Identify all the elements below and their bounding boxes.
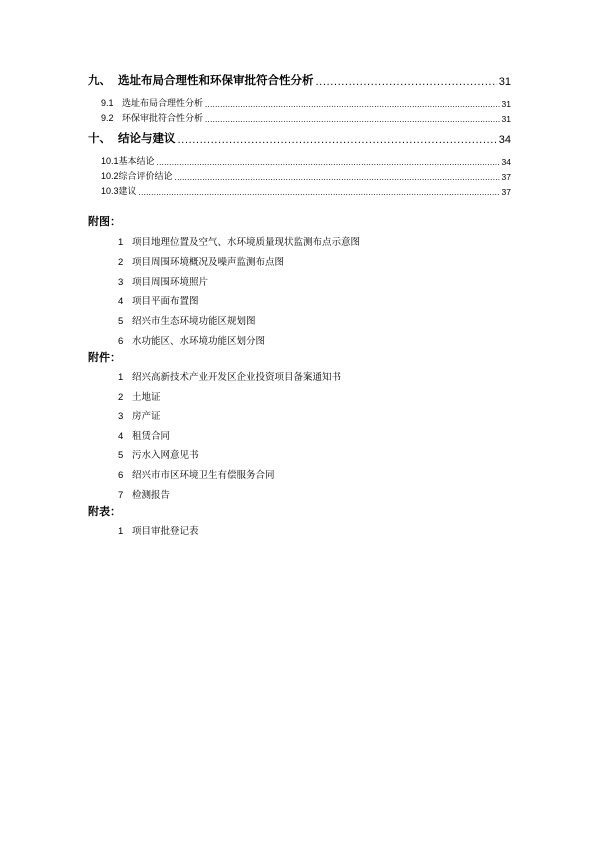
toc-entry-label — [101, 96, 203, 109]
toc-entry-10-2[interactable] — [101, 169, 511, 182]
toc-leader-dots — [205, 100, 500, 109]
attachment-item — [118, 408, 161, 422]
toc-leader-dots — [178, 135, 497, 147]
toc-entry-title: 建议 — [118, 187, 137, 197]
attachment-item — [118, 467, 275, 481]
toc-entry-label — [101, 169, 173, 182]
item-number: 4 — [118, 431, 124, 442]
attachment-item — [118, 447, 199, 461]
toc-entry-title: 综合评价结论 — [118, 172, 173, 182]
attachment-item — [118, 487, 170, 501]
toc-entry-label — [88, 72, 314, 88]
toc-entry-number: 9.2 — [101, 113, 114, 123]
toc-entry-page: 31 — [501, 99, 511, 109]
toc-entry-number: 九、 — [88, 73, 111, 87]
toc-entry-page: 37 — [501, 187, 511, 197]
toc-entry-10-1[interactable] — [101, 154, 511, 167]
item-number: 1 — [118, 526, 124, 537]
toc-entry-number: 十、 — [88, 131, 111, 145]
toc-leader-dots — [316, 77, 497, 89]
item-text: 项目地理位置及空气、水环境质量现状监测布点示意图 — [132, 237, 361, 248]
item-number: 7 — [118, 490, 124, 501]
item-text: 项目平面布置图 — [132, 296, 199, 307]
item-text: 检测报告 — [132, 490, 171, 501]
item-text: 土地证 — [132, 392, 161, 403]
toc-entry-page: 37 — [501, 172, 511, 182]
item-text: 房产证 — [132, 411, 161, 422]
toc-leader-dots — [157, 158, 500, 167]
item-number: 6 — [118, 336, 124, 347]
attachments-heading: 附件： — [88, 351, 121, 364]
figure-item — [118, 234, 360, 248]
toc-entry-number: 10.3 — [101, 186, 119, 196]
toc-leader-dots — [205, 115, 500, 124]
toc-entry-number: 9.1 — [101, 98, 114, 108]
toc-entry-9-2[interactable] — [101, 111, 511, 124]
toc-leader-dots — [139, 188, 500, 197]
toc-entry-number: 10.2 — [101, 171, 119, 181]
table-item — [118, 523, 199, 537]
item-text: 项目周围环境概况及噪声监测布点图 — [132, 257, 285, 268]
toc-entry-page: 31 — [501, 114, 511, 124]
item-text: 租赁合同 — [132, 431, 171, 442]
toc-entry-title: 选址布局合理性分析 — [122, 99, 204, 109]
figure-item — [118, 333, 265, 347]
toc-entry-title: 结论与建议 — [118, 131, 176, 145]
toc-entry-label — [101, 154, 155, 167]
toc-entry-9-1[interactable] — [101, 96, 511, 109]
item-number: 5 — [118, 450, 124, 461]
toc-entry-number: 10.1 — [101, 156, 119, 166]
item-number: 3 — [118, 277, 124, 288]
toc-entry-title: 环保审批符合性分析 — [122, 114, 204, 124]
item-number: 1 — [118, 237, 124, 248]
toc-entry-page: 34 — [501, 157, 511, 167]
attachment-item — [118, 369, 341, 383]
tables-heading: 附表： — [88, 505, 121, 518]
attachment-item — [118, 389, 161, 403]
item-text: 绍兴高新技术产业开发区企业投资项目备案通知书 — [132, 372, 342, 383]
item-number: 5 — [118, 316, 124, 327]
figure-item — [118, 254, 284, 268]
toc-entry-page: 34 — [498, 134, 511, 146]
figure-item — [118, 293, 199, 307]
attachment-item — [118, 428, 170, 442]
figure-item — [118, 313, 256, 327]
toc-entry-label — [101, 111, 203, 124]
item-number: 4 — [118, 296, 124, 307]
item-number: 2 — [118, 392, 124, 403]
item-number: 1 — [118, 372, 124, 383]
item-text: 项目审批登记表 — [132, 526, 199, 537]
item-number: 3 — [118, 411, 124, 422]
item-number: 2 — [118, 257, 124, 268]
toc-entry-chapter-9[interactable] — [88, 72, 511, 88]
figures-heading: 附图： — [88, 215, 121, 228]
toc-entry-label — [88, 130, 176, 146]
toc-entry-title: 选址布局合理性和环保审批符合性分析 — [118, 73, 314, 87]
toc-entry-title: 基本结论 — [118, 157, 155, 167]
item-text: 项目周围环境照片 — [132, 277, 209, 288]
toc-leader-dots — [175, 173, 500, 182]
figure-item — [118, 274, 208, 288]
item-text: 水功能区、水环境功能区划分图 — [132, 336, 266, 347]
item-text: 污水入网意见书 — [132, 450, 199, 461]
toc-entry-chapter-10[interactable] — [88, 130, 511, 146]
item-text: 绍兴市生态环境功能区规划图 — [132, 316, 256, 327]
item-text: 绍兴市市区环境卫生有偿服务合同 — [132, 470, 275, 481]
toc-entry-label — [101, 184, 137, 197]
toc-entry-10-3[interactable] — [101, 184, 511, 197]
item-number: 6 — [118, 470, 124, 481]
toc-entry-page: 31 — [498, 76, 511, 88]
